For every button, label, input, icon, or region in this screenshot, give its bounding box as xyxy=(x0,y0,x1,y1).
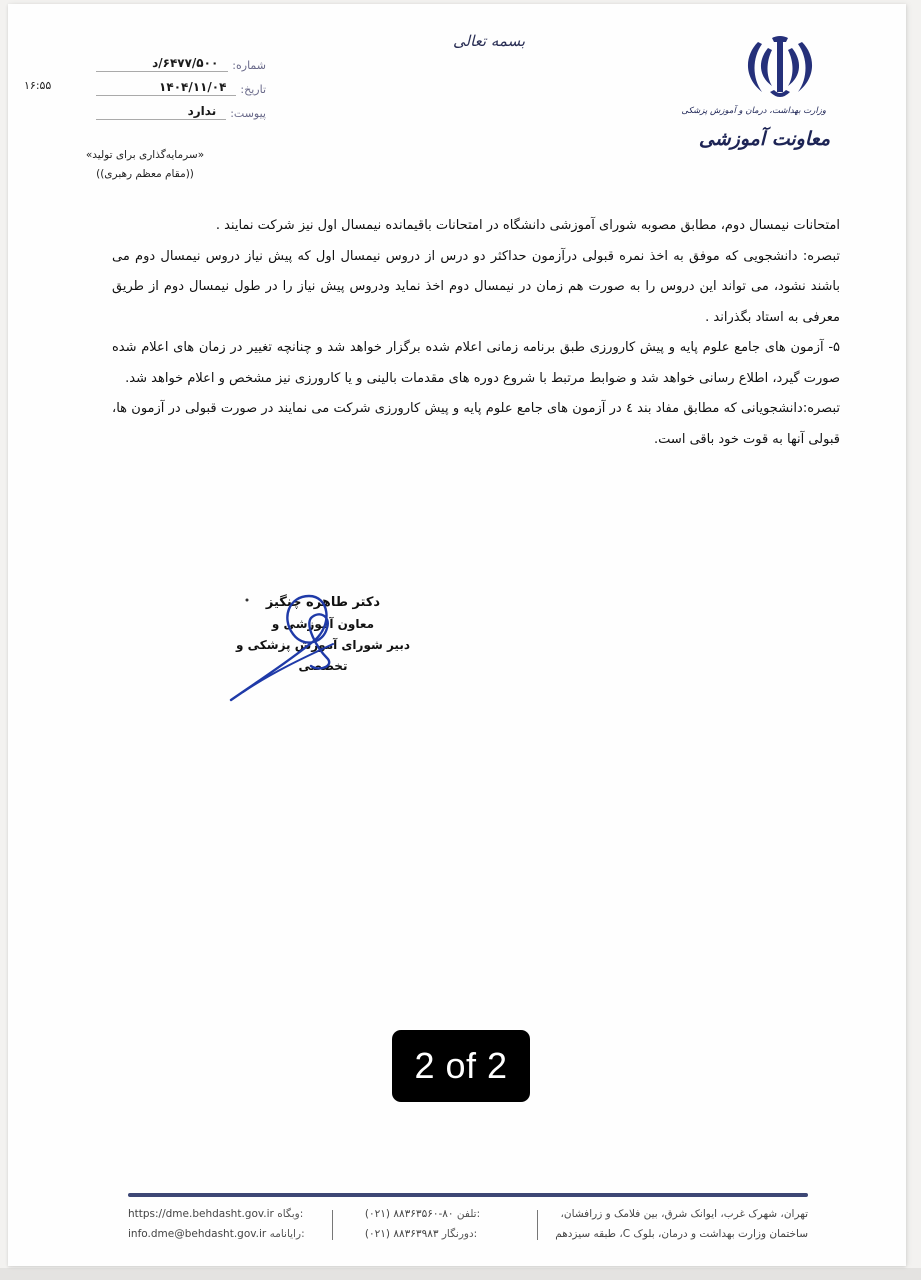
footer-web-contact xyxy=(128,1204,332,1248)
page-indicator-badge: 2 of 2 xyxy=(392,1030,530,1102)
body-paragraph: تبصره: دانشجویی که موفق به اخذ نمره قبولی درآزمون حداکثر دو درس از دروس نیمسال اول که پیش نیاز دروس نیمسال دوم می باشند نشود، می تواند این دروس را به صورت هم زمان در نیمسال دوم اخذ نماید ودروس پیش نیاز را در طول نیمسال دوم از طریق معرفی به استاد بگذراند . xyxy=(112,248,840,325)
letter-metadata xyxy=(96,48,266,120)
meta-row-date xyxy=(96,72,266,96)
meta-row-attachment xyxy=(96,96,266,120)
footer-address xyxy=(548,1204,808,1248)
fax-number: (۰۲۱) ۸۸۳۶۳۹۸۳ xyxy=(364,1228,439,1240)
footer-separator xyxy=(537,1210,538,1240)
iran-emblem-icon xyxy=(746,32,814,102)
slogan-attribution: ((مقام معظم رهبری)) xyxy=(96,168,194,180)
department-name: معاونت آموزشی xyxy=(698,128,830,150)
footer-rule xyxy=(128,1193,808,1197)
letterhead-footer xyxy=(128,1204,808,1248)
letter-attachment: ندارد xyxy=(96,104,226,120)
signatory-title: معاون آموزشی و xyxy=(271,617,375,631)
signatory-title: دبیر شورای آموزش پزشکی و تخصصی xyxy=(236,638,410,673)
body-paragraph: ۵- آزمون های جامع علوم پایه و پیش کارورزی طبق برنامه زمانی اعلام شده برگزار خواهد شد و چنانچه تغییر در زمان های اعلام شده صورت گیرد، اطلاع رسانی خواهد شد و ضوابط مرتبط با شروع دوره های مقدمات بالینی و یا کارورزی نیز مشخص و اعلام خواهد شد. xyxy=(112,340,840,386)
letter-date: ۱۴۰۴/۱۱/۰۴ xyxy=(96,80,236,96)
meta-row-number xyxy=(96,48,266,72)
letter-number: ۶۴۷۷/۵۰۰/د xyxy=(96,56,228,72)
fax-label: دورنگار: xyxy=(441,1228,478,1240)
website-link[interactable]: https://dme.behdasht.gov.ir xyxy=(128,1208,274,1220)
email-link[interactable]: info.dme@behdasht.gov.ir xyxy=(128,1228,267,1240)
slogan xyxy=(70,146,220,184)
signature-block xyxy=(218,592,428,677)
meta-label: تاریخ: xyxy=(240,83,266,96)
slogan-text: «سرمایه‌گذاری برای تولید» xyxy=(85,149,205,161)
body-paragraph: تبصره:دانشجویانی که مطابق مفاد بند ٤ در آزمون های جامع علوم پایه و پیش کارورزی شرکت می نمایند در صورت قبولی در آزمون ها، قبولی آنها به قوت خود باقی است. xyxy=(112,401,840,447)
ministry-logo xyxy=(681,28,836,168)
footer-separator xyxy=(332,1210,333,1240)
address-line: تهران، شهرک غرب، ایوانک شرق، بین فلامک و زرافشان، xyxy=(560,1208,809,1220)
meta-label: شماره: xyxy=(232,59,266,72)
viewer-background-strip xyxy=(0,1268,921,1280)
timestamp: ۱۶:۵۵ xyxy=(24,79,52,92)
email-label: رایانامه: xyxy=(269,1228,305,1240)
meta-label: پیوست: xyxy=(230,107,266,120)
phone-number: (۰۲۱) ۸۸۳۶۳۵۶۰-۸۰ xyxy=(364,1208,454,1220)
body-paragraph: امتحانات نیمسال دوم، مطابق مصوبه شورای آموزشی دانشگاه در امتحانات باقیمانده نیمسال اول نیز شرکت نمایند . xyxy=(215,218,840,233)
footer-phone-contact xyxy=(353,1204,537,1248)
signatory-name: دکتر طاهره چنگیز xyxy=(265,595,381,610)
letter-body xyxy=(112,211,840,455)
phone-label: تلفن: xyxy=(456,1208,481,1220)
bismillah-heading: بسمه تعالی xyxy=(453,32,526,50)
ministry-name: وزارت بهداشت، درمان و آموزش پزشکی xyxy=(681,106,826,116)
website-label: وبگاه: xyxy=(277,1208,304,1220)
address-line: ساختمان وزارت بهداشت و درمان، بلوک C، طبقه سیزدهم xyxy=(555,1228,809,1240)
